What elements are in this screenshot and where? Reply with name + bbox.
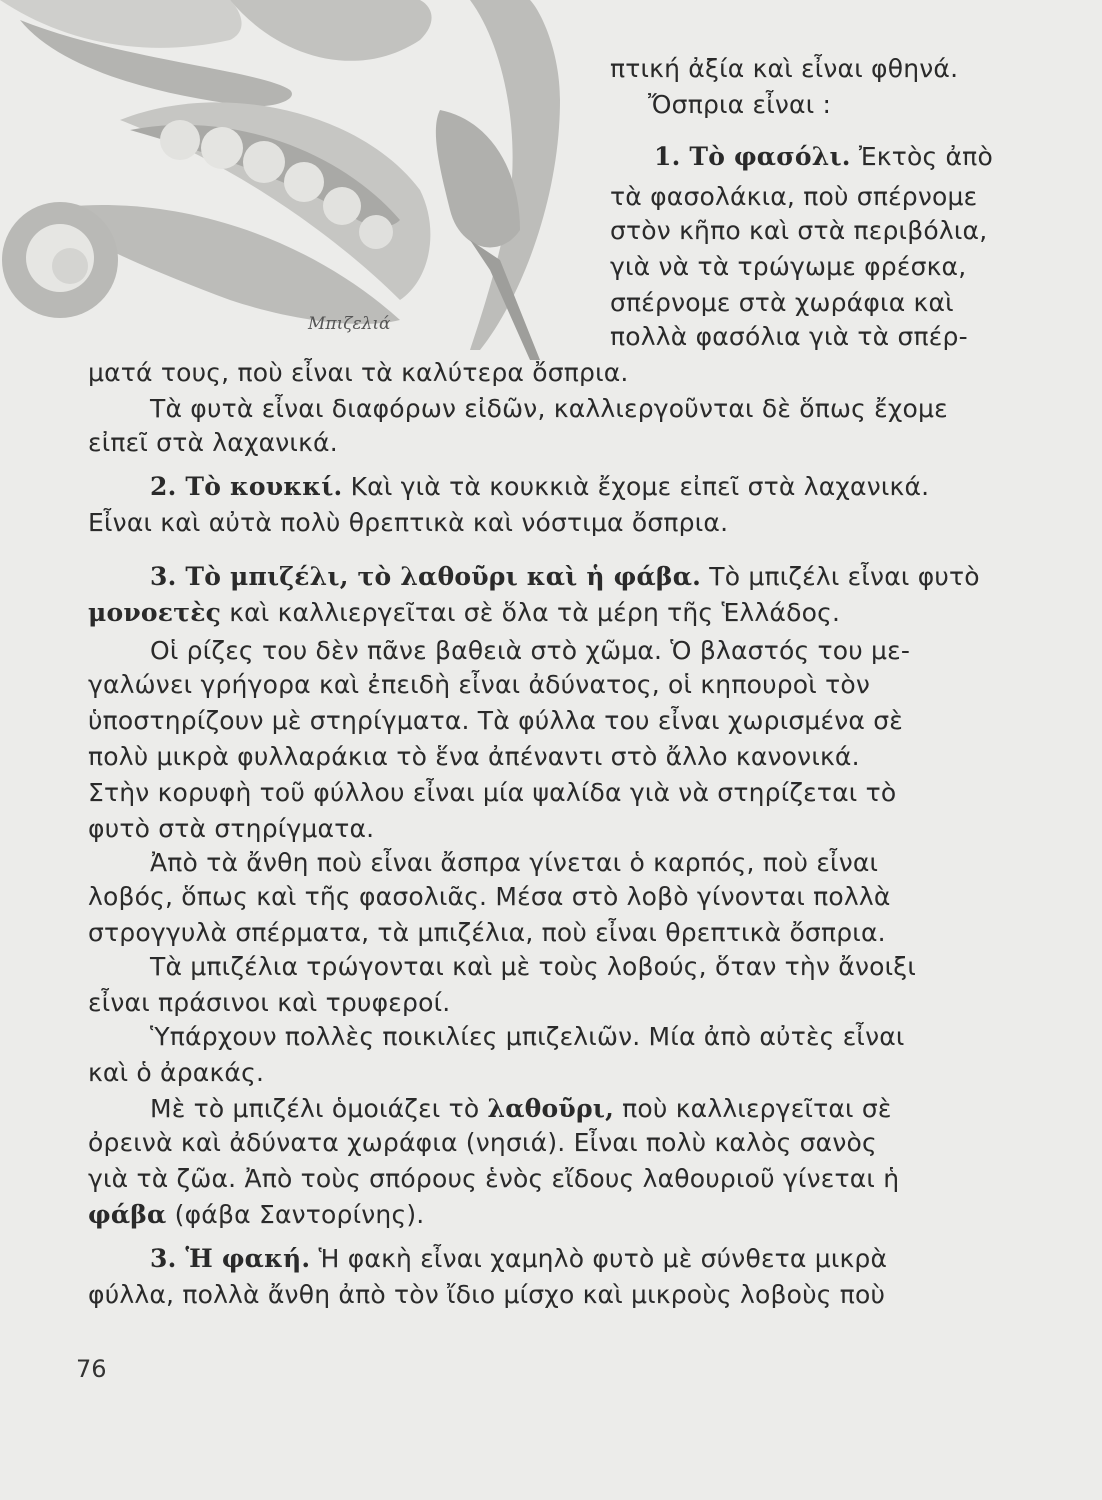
text-line: φύλλα, πολλὰ ἄνθη ἀπὸ τὸν ἴδιο μίσχο καὶ μικροὺς λοβοὺς ποὺ — [88, 1280, 886, 1309]
text-line: Μὲ τὸ μπιζέλι ὁμοιάζει τὸ λαθοῦρι, ποὺ καλλιεργεῖται σὲ — [150, 1094, 892, 1123]
section-heading-bean: 1. Τὸ φασόλι. Ἐκτὸς ἀπὸ — [654, 142, 993, 171]
text-line: ὀρεινὰ καὶ ἀδύνατα χωράφια (νησιά). Εἶναι πολὺ καλὸς σανὸς — [88, 1128, 877, 1157]
text-line: σπέρνομε στὰ χωράφια καὶ — [610, 288, 954, 317]
text-line: ματά τους, ποὺ εἶναι τὰ καλύτερα ὄσπρια. — [88, 358, 629, 387]
text-line: ὑποστηρίζουν μὲ στηρίγματα. Τὰ φύλλα του εἶναι χωρισμένα σὲ — [88, 706, 903, 735]
pea-2 — [201, 127, 243, 169]
text-line: γιὰ νὰ τὰ τρώγωμε φρέσκα, — [610, 252, 967, 281]
pea-3 — [243, 141, 285, 183]
text-line: φάβα (φάβα Σαντορίνης). — [88, 1200, 425, 1229]
text-line: τὰ φασολάκια, ποὺ σπέρνομε — [610, 182, 978, 211]
text-line: γαλώνει γρήγορα καὶ ἐπειδὴ εἶναι ἀδύνατος, οἱ κηπουροὶ τὸν — [88, 670, 871, 699]
pea-6 — [359, 215, 393, 249]
text-line: φυτὸ στὰ στηρίγματα. — [88, 814, 375, 843]
section-heading-pea: 3. Τὸ μπιζέλι, τὸ λαθοῦρι καὶ ἡ φάβα. Τὸ μπιζέλι εἶναι φυτὸ — [150, 562, 980, 591]
text-line: εἰπεῖ στὰ λαχανικά. — [88, 428, 338, 457]
text-line: εἶναι πράσινοι καὶ τρυφεροί. — [88, 988, 451, 1017]
section-heading-lentil: 3. Ἡ φακή. Ἡ φακὴ εἶναι χαμηλὸ φυτὸ μὲ σύνθετα μικρὰ — [150, 1244, 888, 1273]
pea-5 — [323, 187, 361, 225]
pea-4 — [284, 162, 324, 202]
section-heading-broad-bean: 2. Τὸ κουκκί. Καὶ γιὰ τὰ κουκκιὰ ἔχομε εἰπεῖ στὰ λαχανικά. — [150, 472, 930, 501]
text-line: γιὰ τὰ ζῶα. Ἀπὸ τοὺς σπόρους ἑνὸς εἴδους λαθουριοῦ γίνεται ἡ — [88, 1164, 900, 1193]
text-line: Ὑπάρχουν πολλὲς ποικιλίες μπιζελιῶν. Μία ἀπὸ αὐτὲς εἶναι — [150, 1022, 905, 1051]
text-line: Ἀπὸ τὰ ἄνθη ποὺ εἶναι ἄσπρα γίνεται ὁ καρπός, ποὺ εἶναι — [150, 848, 879, 877]
pea-1 — [160, 120, 200, 160]
text-line: λοβός, ὅπως καὶ τῆς φασολιᾶς. Μέσα στὸ λοβὸ γίνονται πολλὰ — [88, 882, 891, 911]
text-line: μονοετὲς καὶ καλλιεργεῖται σὲ ὅλα τὰ μέρη τῆς Ἑλλάδος. — [88, 598, 841, 627]
text-line: στρογγυλὰ σπέρματα, τὰ μπιζέλια, ποὺ εἶναι θρεπτικὰ ὄσπρια. — [88, 918, 886, 947]
text-line: πολλὰ φασόλια γιὰ τὰ σπέρ- — [610, 322, 968, 351]
text-line: Στὴν κορυφὴ τοῦ φύλλου εἶναι μία ψαλίδα γιὰ νὰ στηρίζεται τὸ — [88, 778, 897, 807]
text-line: στὸν κῆπο καὶ στὰ περιβόλια, — [610, 216, 988, 245]
text-line: Ὄσπρια εἶναι : — [648, 90, 832, 119]
illustration-caption: Μπιζελιά — [308, 314, 391, 334]
text-line: Τὰ φυτὰ εἶναι διαφόρων εἰδῶν, καλλιεργοῦνται δὲ ὅπως ἔχομε — [150, 394, 948, 423]
text-line: καὶ ὁ ἀρακάς. — [88, 1058, 265, 1087]
pea-plant-illustration — [0, 0, 600, 360]
text-line: Εἶναι καὶ αὐτὰ πολὺ θρεπτικὰ καὶ νόστιμα ὄσπρια. — [88, 508, 729, 537]
text-line: Τὰ μπιζέλια τρώγονται καὶ μὲ τοὺς λοβούς, ὅταν τὴν ἄνοιξι — [150, 952, 917, 981]
page-number: 76 — [76, 1355, 107, 1383]
text-line: πολὺ μικρὰ φυλλαράκια τὸ ἕνα ἀπέναντι στὸ ἄλλο κανονικά. — [88, 742, 860, 771]
text-line: πτική ἀξία καὶ εἶναι φθηνά. — [610, 54, 959, 83]
text-line: Οἱ ρίζες του δὲν πᾶνε βαθειὰ στὸ χῶμα. Ὁ βλαστός του με- — [150, 636, 911, 665]
